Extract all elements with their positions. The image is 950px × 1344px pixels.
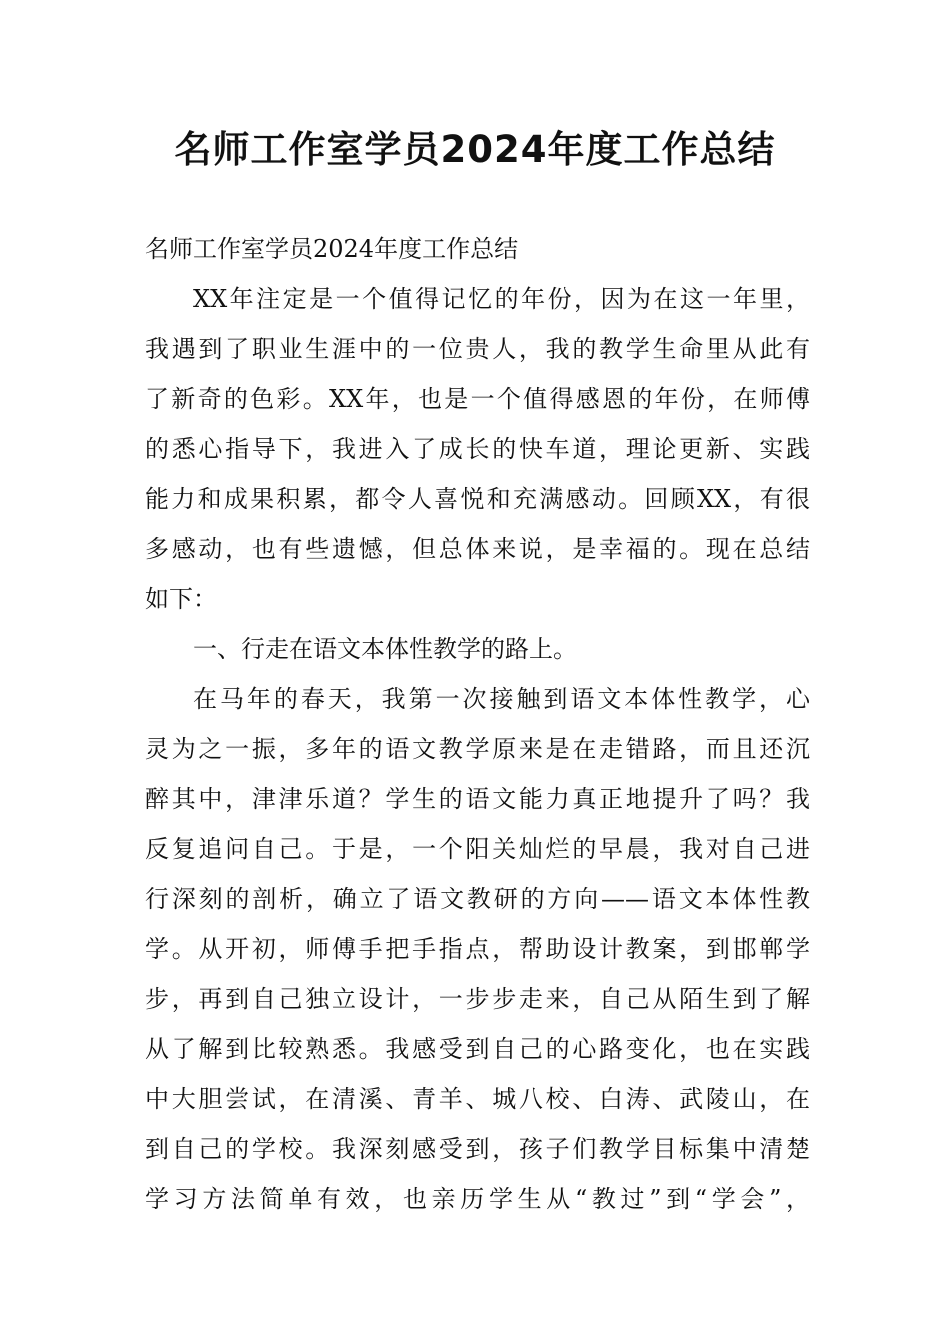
body-line: 的悉心指导下，我进入了成长的快车道，理论更新、实践 [145,435,810,463]
body-line: XX年注定是一个值得记忆的年份，因为在这一年里， [193,285,810,313]
document-subtitle: 名师工作室学员2024年度工作总结 [145,235,519,263]
body-line: 步，再到自己独立设计，一步步走来，自己从陌生到了解 [145,985,810,1013]
body-line: 能力和成果积累，都令人喜悦和充满感动。回顾XX，有很 [145,485,810,513]
body-line: 行深刻的剖析，确立了语文教研的方向——语文本体性教 [145,885,810,913]
body-line: 在马年的春天，我第一次接触到语文本体性教学，心 [193,685,810,713]
document-title: 名师工作室学员2024年度工作总结 [174,128,776,171]
body-line: 醉其中，津津乐道？学生的语文能力真正地提升了吗？我 [145,785,810,813]
body-line: 从了解到比较熟悉。我感受到自己的心路变化，也在实践 [145,1035,810,1063]
section-heading: 一、行走在语文本体性教学的路上。 [193,635,577,663]
body-line: 我遇到了职业生涯中的一位贵人，我的教学生命里从此有 [145,335,810,363]
body-line: 到自己的学校。我深刻感受到，孩子们教学目标集中清楚 [145,1135,810,1163]
body-line: 学习方法简单有效，也亲历学生从“教过”到“学会”， [145,1185,810,1213]
body-line: 灵为之一振，多年的语文教学原来是在走错路，而且还沉 [145,735,810,763]
body-line: 多感动，也有些遗憾，但总体来说，是幸福的。现在总结 [145,535,810,563]
body-line: 如下： [145,585,217,613]
body-line: 学。从开初，师傅手把手指点，帮助设计教案，到邯郸学 [145,935,810,963]
body-line: 了新奇的色彩。XX年，也是一个值得感恩的年份，在师傅 [145,385,810,413]
body-line: 反复追问自己。于是，一个阳关灿烂的早晨，我对自己进 [145,835,810,863]
body-line: 中大胆尝试，在清溪、青羊、城八校、白涛、武陵山，在 [145,1085,810,1113]
